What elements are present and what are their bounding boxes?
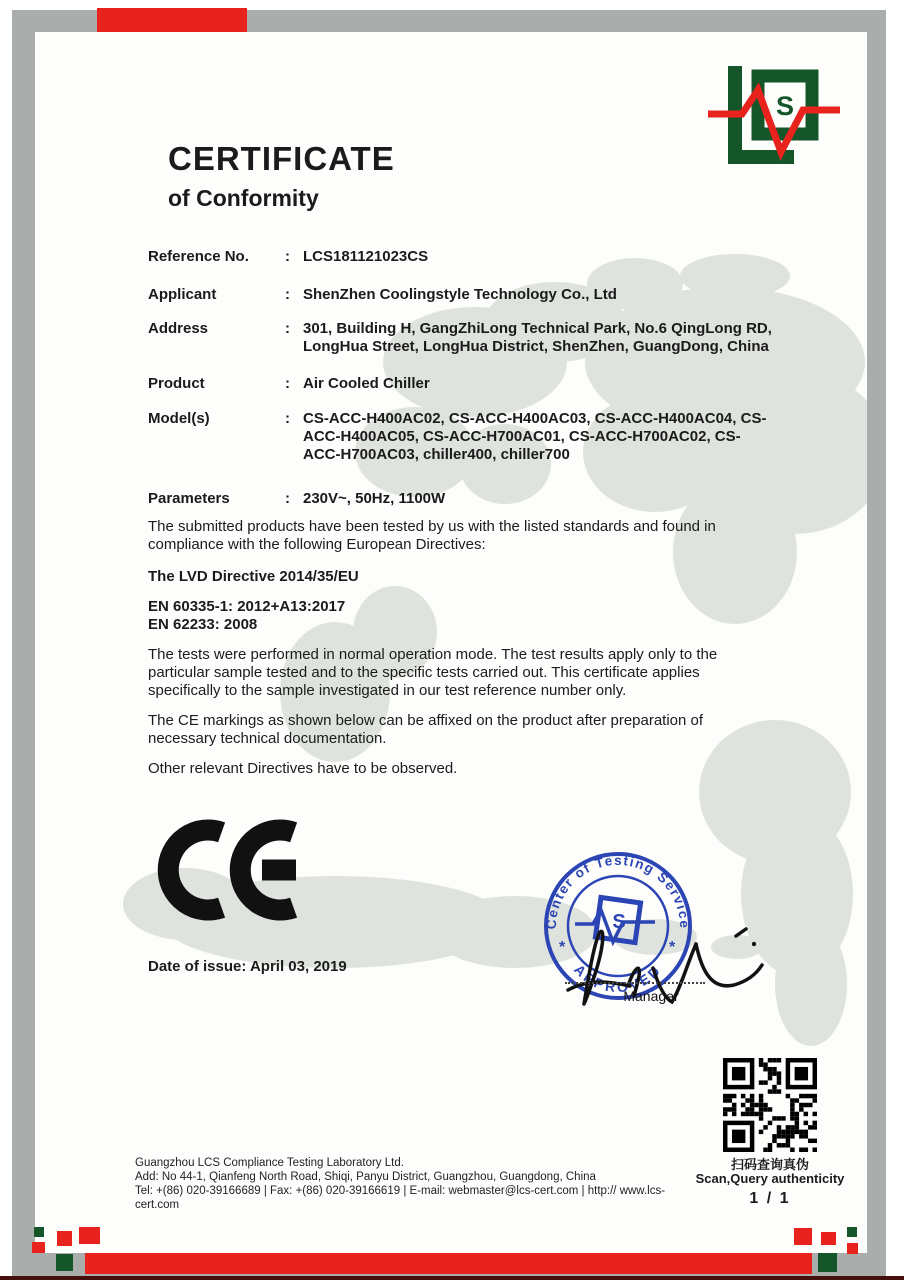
tests-paragraph: The tests were performed in normal operation mode. The test results apply only to the particular sample tested and to the specific tests carried out. This certificate applies specifically to the sample investigated in our test reference number only. bbox=[148, 646, 718, 699]
colon: : bbox=[285, 248, 290, 265]
stamp-star-left: * bbox=[559, 939, 566, 956]
logo-pulse-line bbox=[708, 90, 840, 152]
deco-square bbox=[847, 1243, 858, 1254]
date-of-issue: Date of issue: April 03, 2019 bbox=[148, 958, 347, 975]
footer-address: Add: No 44-1, Qianfeng North Road, Shiqi, Panyu District, Guangzhou, Guangdong, China bbox=[135, 1171, 596, 1183]
bottom-left-green-square bbox=[56, 1254, 73, 1271]
certificate-title: CERTIFICATE bbox=[168, 140, 395, 177]
standard-line: EN 60335-1: 2012+A13:2017 bbox=[148, 598, 346, 615]
certificate-subtitle: of Conformity bbox=[168, 185, 319, 211]
deco-square bbox=[32, 1242, 45, 1253]
colon: : bbox=[285, 320, 290, 337]
intro-paragraph: The submitted products have been tested by us with the listed standards and found in compliance with the following European Directives: bbox=[148, 518, 716, 553]
field-label: Reference No. bbox=[148, 248, 249, 265]
stamp-arc-text: Center of Testing Service bbox=[543, 852, 693, 930]
ce-mark-icon bbox=[143, 810, 343, 935]
qr-caption-chinese: 扫码查询真伪 bbox=[730, 1157, 809, 1172]
deco-square bbox=[34, 1227, 44, 1237]
field-label: Parameters bbox=[148, 490, 230, 507]
footer bbox=[135, 1156, 695, 1212]
footer-company: Guangzhou LCS Compliance Testing Laboratory Ltd. bbox=[135, 1157, 404, 1169]
field-label: Product bbox=[148, 375, 205, 392]
colon: : bbox=[285, 286, 290, 303]
other-directives-line: Other relevant Directives have to be observed. bbox=[148, 760, 458, 777]
page-indicator: 1 / 1 bbox=[749, 1190, 791, 1207]
manager-label: Manager bbox=[623, 988, 679, 1004]
field-value: Air Cooled Chiller bbox=[303, 375, 430, 392]
colon: : bbox=[285, 490, 290, 507]
field-value: CS-ACC-H400AC02, CS-ACC-H400AC03, CS-ACC-H400AC04, CS-ACC-H400AC05, CS-ACC-H700AC01, CS-ACC-H700AC02, CS-ACC-H700AC03, chiller400, chiller700 bbox=[303, 410, 767, 463]
lvd-directive-line: The LVD Directive 2014/35/EU bbox=[148, 568, 359, 585]
logo-letter-s: S bbox=[775, 91, 795, 121]
deco-square bbox=[794, 1228, 812, 1245]
certificate-page bbox=[35, 32, 867, 1253]
bottom-red-bar bbox=[85, 1253, 812, 1274]
lcs-logo bbox=[708, 60, 843, 170]
qr-caption-english: Scan,Query authenticity bbox=[695, 1171, 845, 1186]
top-red-block bbox=[97, 8, 247, 32]
scan-bottom-edge bbox=[0, 1276, 904, 1280]
stamp-logo-letter: S bbox=[612, 911, 626, 933]
deco-square bbox=[57, 1231, 72, 1246]
signature-dotted-line bbox=[565, 982, 705, 984]
colon: : bbox=[285, 410, 290, 427]
field-value: 230V~, 50Hz, 1100W bbox=[303, 490, 446, 507]
colon: : bbox=[285, 375, 290, 392]
field-label: Model(s) bbox=[148, 410, 210, 427]
deco-square bbox=[821, 1232, 836, 1245]
ce-markings-paragraph: The CE markings as shown below can be affixed on the product after preparation of necessary technical documentation. bbox=[148, 712, 704, 747]
stamp-star-right: * bbox=[669, 939, 676, 956]
field-value: 301, Building H, GangZhiLong Technical Park, No.6 QingLong RD, LongHua Street, LongHua District, ShenZhen, GuangDong, China bbox=[303, 320, 772, 355]
field-label: Address bbox=[148, 320, 209, 337]
field-label: Applicant bbox=[148, 286, 217, 303]
footer-contact: Tel: +(86) 020-39166689 | Fax: +(86) 020-39166619 | E-mail: webmaster@lcs-cert.com | http:// www.lcs-cert.com bbox=[135, 1185, 666, 1211]
qr-code bbox=[723, 1058, 817, 1152]
deco-square bbox=[847, 1227, 857, 1237]
standard-line: EN 62233: 2008 bbox=[148, 616, 258, 633]
field-value: LCS181121023CS bbox=[303, 248, 429, 265]
bottom-right-green-square bbox=[818, 1253, 837, 1272]
stamp-approved-text: APPROVED bbox=[571, 961, 665, 996]
deco-square bbox=[79, 1227, 100, 1244]
field-value: ShenZhen Coolingstyle Technology Co., Ltd bbox=[303, 286, 617, 303]
